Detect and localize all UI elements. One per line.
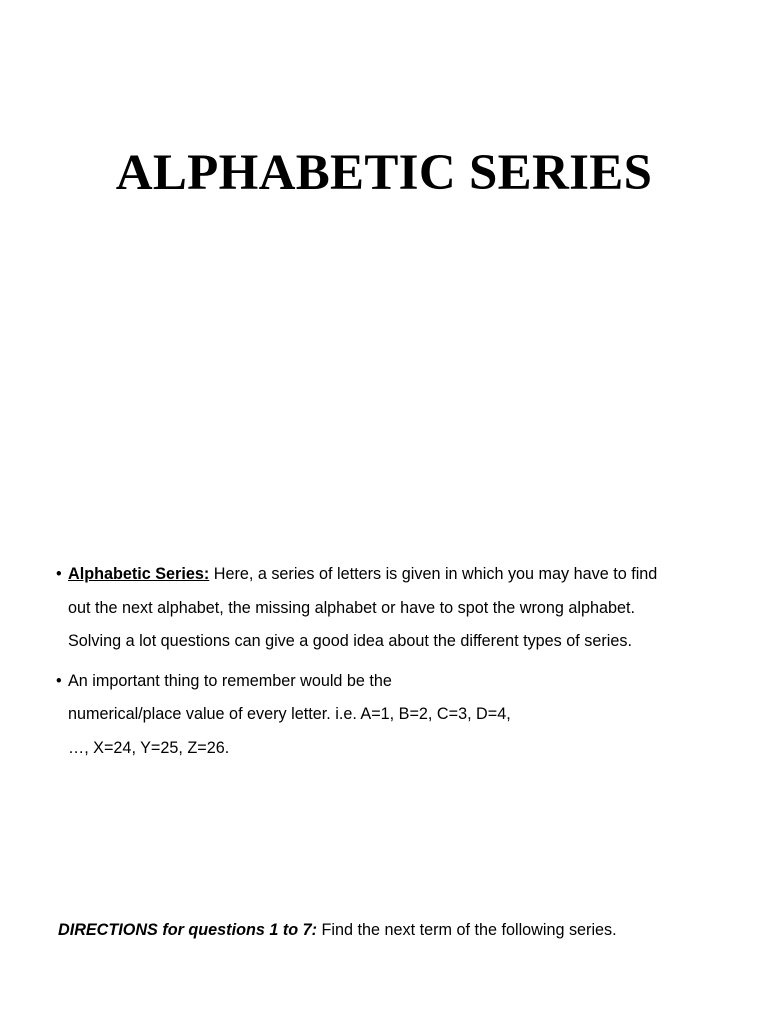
directions — [58, 914, 617, 947]
bullet-line: …, X=24, Y=25, Z=26. — [68, 738, 230, 757]
bullet-line — [68, 558, 716, 592]
bullet-item-alphabetic-series — [56, 558, 716, 659]
bullet-item-place-value — [56, 665, 716, 766]
bullet-list — [56, 558, 716, 766]
directions-text: Find the next term of the following series. — [317, 921, 617, 939]
bullet-icon: • — [56, 565, 62, 583]
bullet-icon: • — [56, 671, 62, 690]
bullet-line: Solving a lot questions can give a good idea about the different types of series. — [68, 632, 632, 651]
bullet-line: numerical/place value of every letter. i.e. A=1, B=2, C=3, D=4, — [68, 705, 511, 724]
page-title: ALPHABETIC SERIES — [115, 145, 653, 201]
directions-lead: DIRECTIONS for questions 1 to 7: — [58, 921, 318, 939]
bullet-line: out the next alphabet, the missing alphabet or have to spot the wrong alphabet. — [68, 598, 635, 617]
bullet-line: An important thing to remember would be the — [68, 671, 392, 690]
bullet-text: Here, a series of letters is given in which you may have to find — [209, 565, 658, 583]
bullet-term: Alphabetic Series: — [68, 565, 210, 583]
